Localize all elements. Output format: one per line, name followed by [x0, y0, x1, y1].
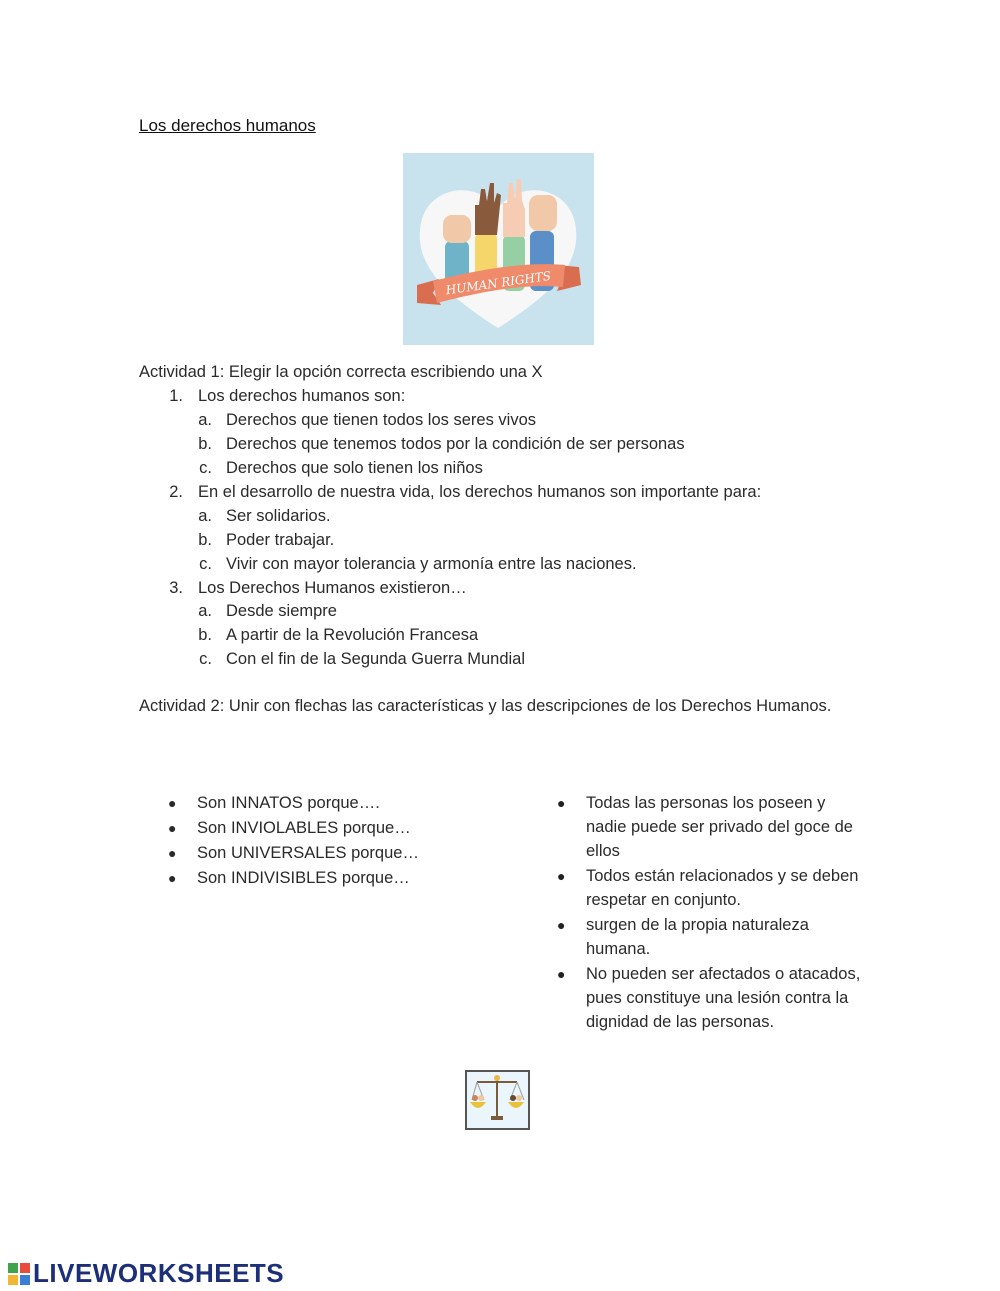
bullet-icon: ●: [557, 795, 566, 811]
description-item: Todas las personas los poseen y nadie puede ser privado del goce de ellos: [586, 794, 853, 860]
bullet-icon: ●: [557, 868, 566, 884]
bullet-icon: ●: [557, 966, 566, 982]
justice-scale-image: [465, 1070, 530, 1130]
human-rights-illustration: [403, 153, 594, 345]
description-item: Todos están relacionados y se deben respetar en conjunto.: [586, 867, 859, 909]
ribbon-text: HUMAN RIGHTS: [445, 268, 552, 298]
page-title: Los derechos humanos: [139, 116, 316, 135]
raised-hands-icon: [403, 153, 594, 345]
description-item: surgen de la propia naturaleza humana.: [586, 916, 809, 958]
worksheet-page: Los derechos humanos HUMAN RIGHTS Actividad 1: Elegir la opción correcta escribiendo una X 1. Los derechos humanos son: a. Derechos que tienen todos los seres vivos b. Derechos que tenemos todos por la condición de ser personas c. Derechos que solo tienen los niños 2. En el desarrollo de nuestra vida, los derechos humanos son importante para: a. Ser solidarios. b. Poder trabajar. c. Vivir con mayor tolerancia y armonía entre las naciones. 3. Los Derechos Humanos existieron… a. Desde siempre b. A partir de la Revolución Francesa c. Con el fin de la Segunda Guerra Mundial Actividad 2: Unir con flechas las características y las descripciones de los Derechos Humanos. ● Son INNATOS porque…. ● Son INVIOLABLES porque… ● Son UNIVERSALES porque… ● Son INDIVISIBLES porque… ● Todas las personas los poseen y nadie puede ser privado del goce de ellos ● Todos están relacionados y se deben respetar en conjunto. ● surgen de la propia naturaleza humana. ● No pueden ser afectados o atacados, pues constituye una lesión contra la dignidad de las personas. LIVEWORKSHEETS: [0, 0, 1000, 1291]
liveworksheets-logo[interactable]: [8, 1258, 284, 1289]
logo-text: LIVEWORKSHEETS: [33, 1258, 285, 1288]
description-item: No pueden ser afectados o atacados, pues constituye una lesión contra la dignidad de las personas.: [586, 965, 861, 1031]
bullet-icon: ●: [557, 917, 566, 933]
activity2-heading: Actividad 2: Unir con flechas las características y las descripciones de los Derechos Humanos.: [139, 697, 832, 715]
balance-scale-icon: [467, 1072, 528, 1128]
logo-icon: [8, 1263, 30, 1285]
activity1-heading: Actividad 1: Elegir la opción correcta escribiendo una X: [139, 363, 543, 381]
